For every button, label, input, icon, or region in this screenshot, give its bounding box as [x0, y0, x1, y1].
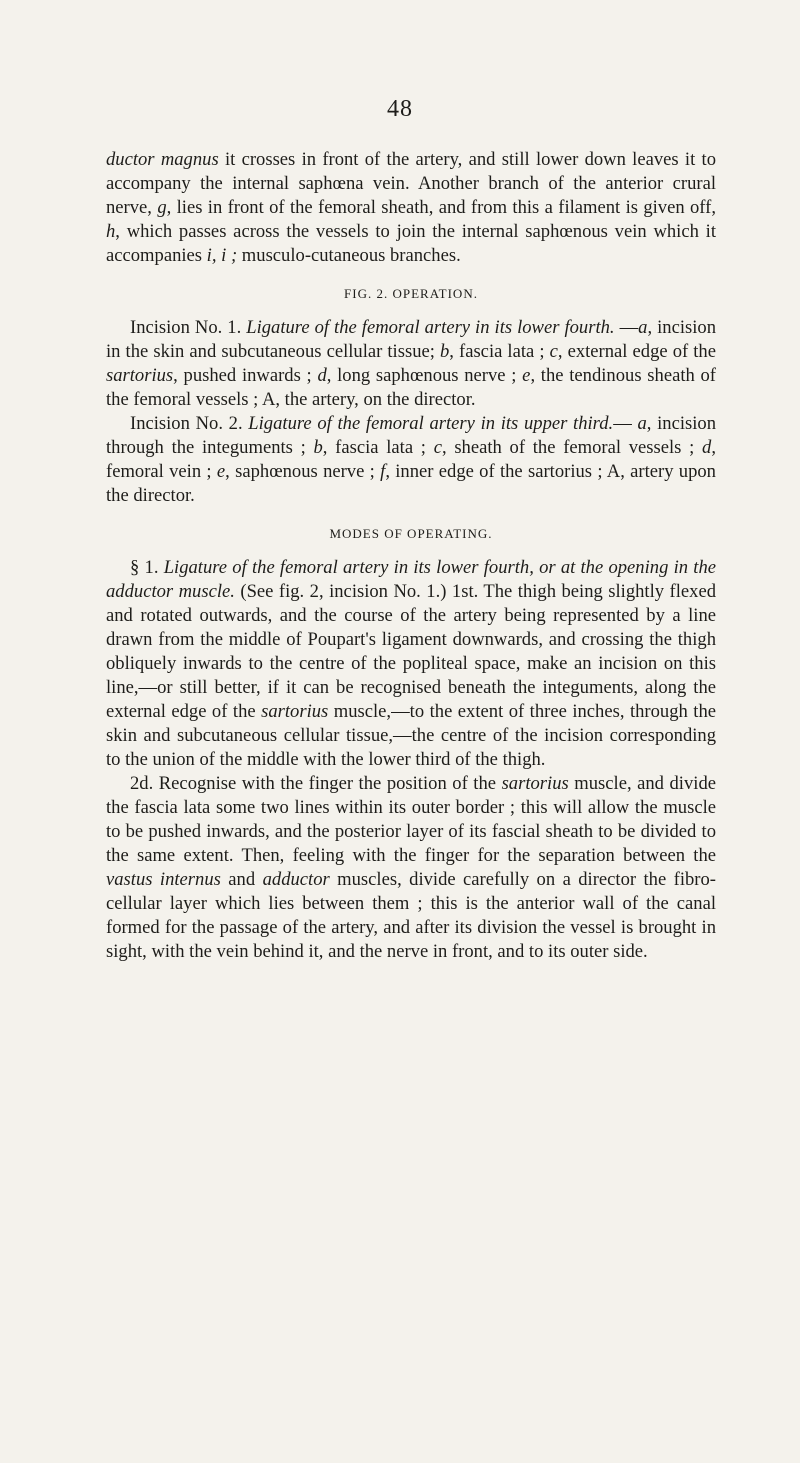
figure-letter: c: [549, 341, 558, 362]
text-run: , lies in front of the femoral sheath, and from this a filament is given off,: [166, 197, 716, 218]
text-run: , pushed inwards ;: [173, 365, 318, 386]
text-run: , which passes across the vessels to join the internal saphœnous vein which it accompanies: [106, 221, 716, 266]
text-run: (See fig. 2, incision No. 1.) 1st. The thigh being slightly flexed and rotated outwards, and the course of the artery being represented by a line drawn from the middle of Poupart's ligament downwards, and crossing the thigh obliquely inwards to the centre of the popliteal space, make an incision on this line,—or still better, if it can be recognised beneath the integuments, along the external edge of the: [106, 581, 716, 722]
paragraph-incision-2: [106, 412, 716, 508]
paragraph-step-2: [106, 772, 716, 964]
text-run: § 1.: [130, 557, 164, 578]
figure-letter: b: [313, 437, 323, 458]
italic-title: Ligature of the femoral artery in its lower fourth, or at the opening in the adductor muscle.: [106, 557, 716, 602]
text-run: , sheath of the femoral vessels ;: [441, 437, 703, 458]
text-run: —: [613, 413, 638, 434]
figure-letter: e: [216, 461, 226, 482]
text-run: , incision in the skin and subcutaneous cellular tissue;: [106, 317, 716, 362]
text-run: —: [614, 317, 639, 338]
section-heading-fig-2: FIG. 2. OPERATION.: [344, 286, 478, 301]
italic-term: sartorius: [501, 773, 569, 794]
body-text: [106, 148, 716, 964]
italic-title: Ligature of the femoral artery in its lower fourth.: [246, 317, 615, 338]
figure-letter: a: [638, 317, 648, 338]
text-run: 2d. Recognise with the finger the position of the: [130, 773, 502, 794]
figure-letter: e: [522, 365, 531, 386]
italic-title: Ligature of the femoral artery in its upper third.: [248, 413, 614, 434]
text-run: Incision No. 1.: [130, 317, 247, 338]
italic-term: sartorius: [106, 365, 174, 386]
text-run: , saphœnous nerve ;: [225, 461, 381, 482]
text-run: musculo-cutaneous branches.: [237, 245, 461, 266]
italic-term: ductor magnus: [106, 149, 219, 170]
figure-letter: a: [637, 413, 647, 434]
text-run: it crosses in front of the artery, and still lower down leaves it to accompany the internal saphœna vein. Another branch of the anterior crural nerve,: [106, 149, 716, 218]
section-heading-modes: MODES OF OPERATING.: [329, 526, 493, 541]
page-number: 48: [387, 96, 413, 122]
italic-term: adductor: [262, 869, 330, 890]
text-run: , long saphœnous nerve ;: [326, 365, 523, 386]
figure-letter: d: [317, 365, 327, 386]
text-run: Incision No. 2.: [130, 413, 249, 434]
italic-term: sartorius: [261, 701, 329, 722]
paragraph-section-1: [106, 556, 716, 772]
text-run: muscle,—to the extent of three inches, through the skin and subcutaneous cellular tissue,—the centre of the incision corresponding to the union of the middle with the lower third of the thigh.: [106, 701, 716, 770]
figure-letter: d: [702, 437, 712, 458]
figure-letter: c: [433, 437, 442, 458]
figure-letter: h: [106, 221, 116, 242]
text-run: , external edge of the: [557, 341, 716, 362]
paragraph-continuation: [106, 148, 716, 268]
italic-term: vastus internus: [106, 869, 221, 890]
text-run: , inner edge of the sartorius ; A, artery upon the director.: [106, 461, 716, 506]
text-run: muscles, divide carefully on a director the fibro-cellular layer which lies between them ; this is the anterior wall of the canal formed for the passage of the artery, and after its division the vessel is brought in sight, with the vein behind it, and the nerve in front, and to its outer side.: [106, 869, 716, 962]
text-run: , fascia lata ;: [322, 437, 434, 458]
text-run: and: [220, 869, 263, 890]
figure-letter: i, i ;: [206, 245, 238, 266]
text-run: , femoral vein ;: [106, 437, 716, 482]
paragraph-incision-1: [106, 316, 716, 412]
text-run: , the tendinous sheath of the femoral vessels ; A, the artery, on the director.: [106, 365, 716, 410]
figure-letter: f: [380, 461, 386, 482]
text-run: , incision through the integuments ;: [106, 413, 716, 458]
figure-letter: b: [439, 341, 450, 362]
text-run: muscle, and divide the fascia lata some two lines within its outer border ; this will allow the muscle to be pushed inwards, and the posterior layer of its fascial sheath to be divided to the same extent. Then, feeling with the finger for the separation between the: [106, 773, 716, 866]
figure-letter: g: [157, 197, 167, 218]
text-run: , fascia lata ;: [449, 341, 550, 362]
